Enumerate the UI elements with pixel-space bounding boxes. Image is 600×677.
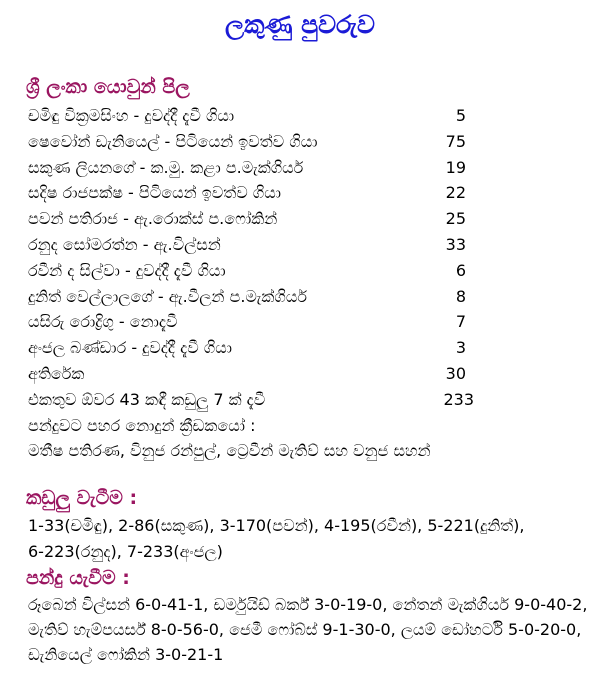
runs: 8 (455, 286, 466, 306)
page-title: ලකුණු පුවරුව (225, 10, 375, 39)
runs: 5 (455, 106, 466, 125)
batting-row (28, 232, 588, 258)
fall-of-wickets-heading: කඩුලු වැටීම : (26, 487, 138, 509)
batsman-entry: චමිඳු වික්‍රමසිංහ - දුවද්දී දැවී ගියා (28, 106, 235, 125)
runs: 6 (455, 260, 466, 280)
runs: 75 (445, 131, 466, 151)
fall-of-wickets-line-2: 6-223(රනුද), 7-233(අංජල) (28, 542, 223, 561)
total-row (28, 387, 588, 413)
runs: 33 (445, 234, 466, 254)
extras-label: අතිරේක (28, 363, 85, 383)
batting-row (28, 206, 588, 232)
total-label: එකතුව ඕවර 43 කඳී කඩුලු 7 ක් දැවී (28, 389, 266, 409)
batting-row (28, 129, 588, 155)
fall-of-wickets-line-1: 1-33(චමිඳු), 2-86(සකුණ), 3-170(පවන්), 4-195(රවීන්), 5-221(දුනිත්), (28, 516, 525, 535)
runs: 25 (445, 209, 466, 229)
batsman-entry: රවීන් ද සිල්වා - දුවද්දී දැවී ගියා (28, 260, 226, 280)
batting-row (28, 335, 588, 361)
did-not-bat-label: පන්දුවට පහර නොදුන් ක්‍රීඩකයෝ : (28, 415, 256, 435)
did-not-bat-row (28, 413, 588, 439)
did-not-bat-names: මතීෂ පතිරණ, විනුජ රන්පුල්, ට්‍රෙවීන් මැතිව් සහ වනුජ සහන් (28, 441, 431, 461)
batsman-entry: යසිරු රොද්‍රිගු - නොදැවී (28, 312, 178, 332)
extras-runs: 30 (445, 363, 466, 383)
batsman-entry: දුනිත් වෙල්ලාලගේ - ඇ.වීලන් ප.මැක්ගියර් (28, 286, 307, 306)
batting-row (28, 309, 588, 335)
runs: 22 (445, 183, 466, 203)
runs: 19 (445, 157, 466, 177)
team-heading: ශ්‍රී ලංකා යොවුන් පිල (26, 76, 190, 98)
total-runs: 233 (443, 389, 474, 409)
batsman-entry: සකුණ ලියනගේ - ක.මු. කළා ප.මැක්ගියර් (28, 157, 304, 177)
runs: 7 (455, 312, 466, 332)
batsman-entry: සදිෂ රාජපක්ෂ - පිටියෙන් ඉවත්ව ගියා (28, 183, 282, 203)
bowling-figures: රූබෙන් විල්සන් 6-0-41-1, ඩර්මුයිඩ් බර්ක් 3-0-19-0, නේතන් මැක්ගියර් 9-0-40-2, මැතිව් හැම්පයර්ස් 8-0-56-0, ජෙමී ෆෝබ්ස් 9-1-30-0, ලයම් ඩෝහර්ටි 5-0-20-0, ඩැනියෙල් ෆෝකින් 3-0-21-1 (28, 595, 588, 664)
batting-scorecard (28, 103, 588, 464)
batsman-entry: රනුද සෝමරත්න - ඇ.විල්සන් (28, 234, 221, 254)
batsman-entry: පවන් පතිරාජ - ඇ.රොක්ස් ප.ෆෝකින් (28, 209, 278, 229)
batting-row (28, 284, 588, 310)
batting-row (28, 258, 588, 284)
batsman-entry: ෂෙවෝන් ඩැනියෙල් - පිටියෙන් ඉවත්ව ගියා (28, 131, 318, 151)
runs: 3 (455, 338, 466, 358)
batting-row (28, 103, 588, 129)
bowling-heading: පන්දු යැවීම : (26, 567, 130, 589)
extras-row (28, 361, 588, 387)
did-not-bat-names-row (28, 438, 588, 464)
batting-row (28, 155, 588, 181)
batsman-entry: අංජල බණ්ඩාර - දුවද්දී දැවී ගියා (28, 338, 232, 358)
batting-row (28, 180, 588, 206)
